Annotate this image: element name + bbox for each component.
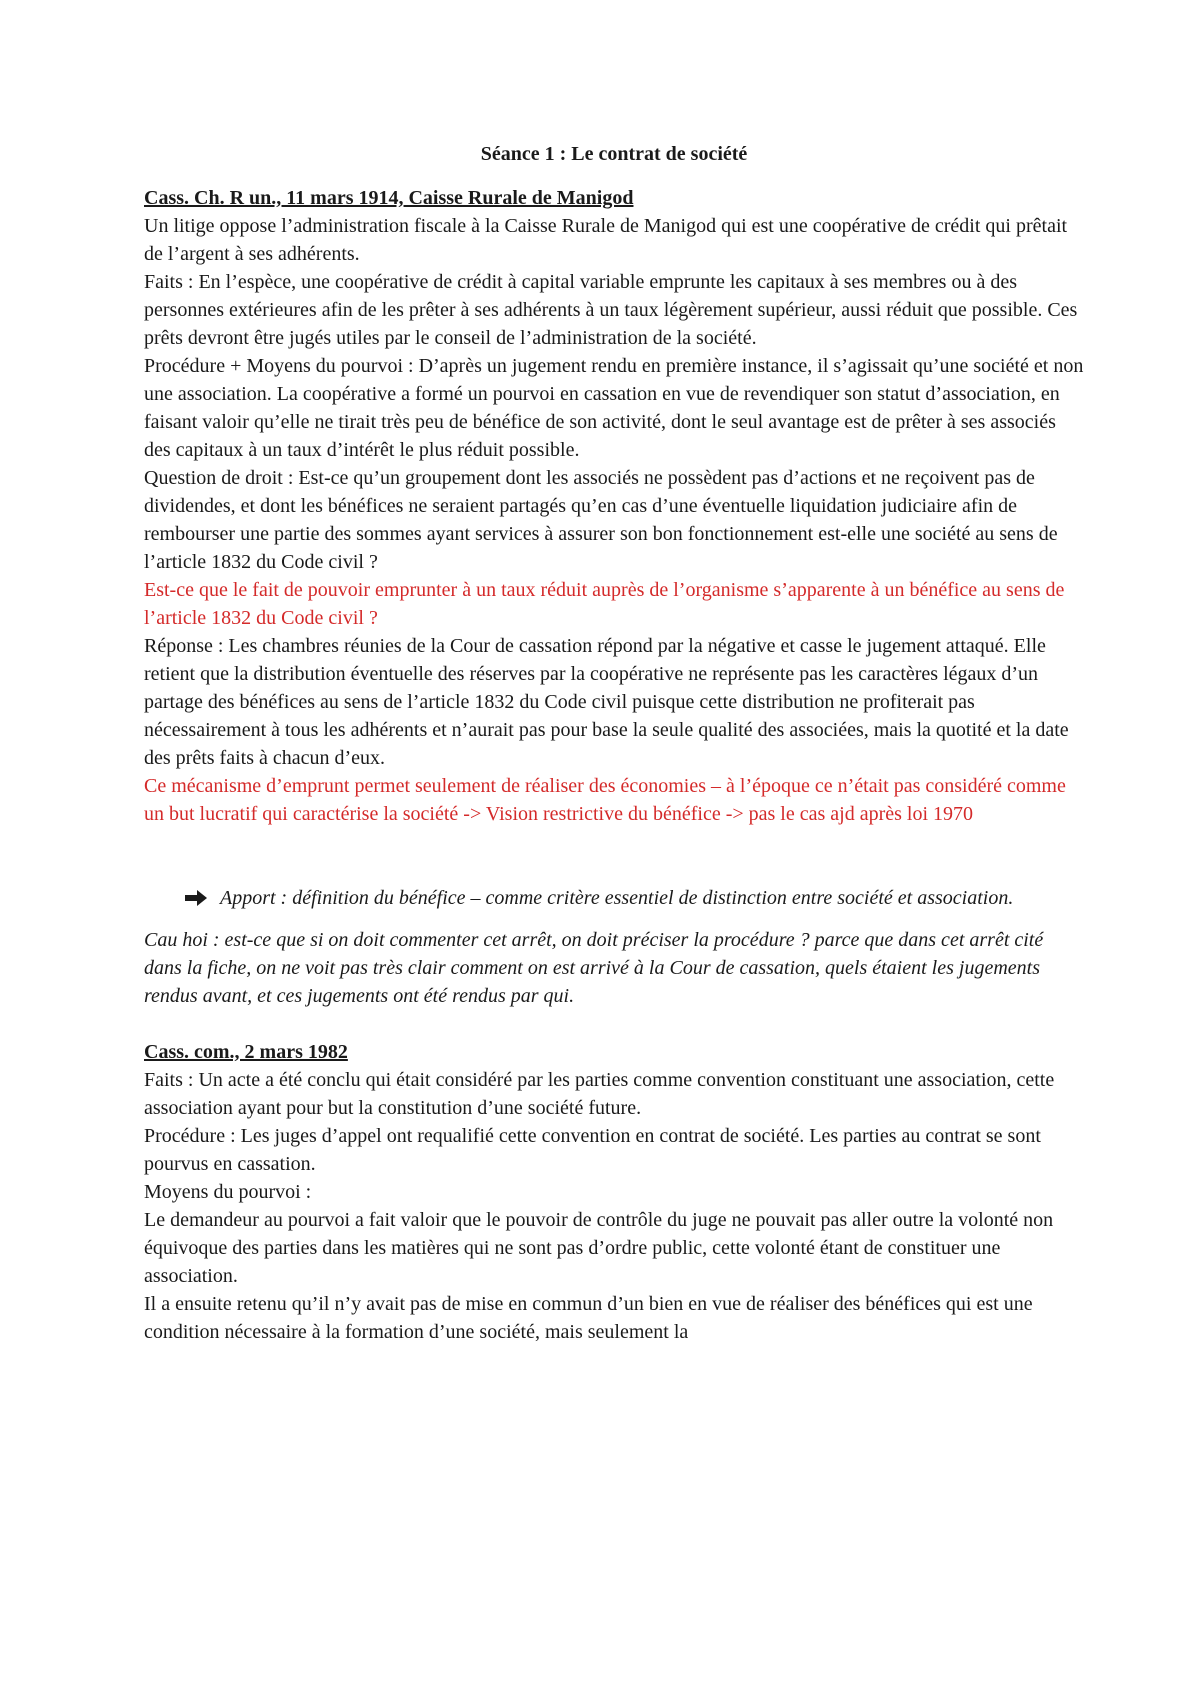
case1-question-annotation: Est-ce que le fait de pouvoir emprunter à un taux réduit auprès de l’organisme s’apparente à un bénéfice au sens de l’article 1832 du Code civil ? — [144, 579, 1065, 629]
case2-moyens-2: Il a ensuite retenu qu’il n’y avait pas de mise en commun d’un bien en vue de réaliser des bénéfices qui est une condition nécessaire à la formation d’une société, mais seulement la — [144, 1293, 1033, 1343]
spacer — [144, 912, 1084, 926]
case1-question: Question de droit : Est-ce qu’un groupement dont les associés ne possèdent pas d’actions et ne reçoivent pas de dividendes, et dont les bénéfices ne seraient partagés qu’en cas d’une éventuelle liquidation judiciaire afin de rembourser une partie des sommes ayant services à assurer son bon fonctionnement est-elle une société au sens de l’article 1832 du Code civil ? — [144, 467, 1058, 573]
case1-apport — [182, 884, 1084, 912]
case1-intro: Un litige oppose l’administration fiscale à la Caisse Rurale de Manigod qui est une coopérative de crédit qui prêtait de l’argent à ses adhérents. — [144, 215, 1068, 265]
spacer — [144, 1010, 1084, 1038]
case1-faits: Faits : En l’espèce, une coopérative de crédit à capital variable emprunte les capitaux à ses membres ou à des personnes extérieures afin de les prêter à ses adhérents à un taux légèrement supérieur, aussi réduit que possible. Ces prêts devront être jugés utiles par le conseil de l’administration de la société. — [144, 271, 1078, 349]
case1-apport-text: Apport : définition du bénéfice – comme critère essentiel de distinction entre société et association. — [220, 887, 1014, 909]
case1-procedure: Procédure + Moyens du pourvoi : D’après un jugement rendu en première instance, il s’agissait qu’une société et non une association. La coopérative a formé un pourvoi en cassation en vue de revendiquer son statut d’association, en faisant valoir qu’elle ne tirait très peu de bénéfice de son activité, dont le seul avantage est de prêter à ses associés des capitaux à un taux d’intérêt le plus réduit possible. — [144, 355, 1084, 461]
case2-heading: Cass. com., 2 mars 1982 — [144, 1041, 348, 1063]
case2-moyens-1: Le demandeur au pourvoi a fait valoir que le pouvoir de contrôle du juge ne pouvait pas aller outre la volonté non équivoque des parties dans les matières qui ne sont pas d’ordre public, cette volonté étant de constituer une association. — [144, 1209, 1054, 1287]
case1-reponse: Réponse : Les chambres réunies de la Cour de cassation répond par la négative et casse le jugement attaqué. Elle retient que la distribution éventuelle des réserves par la coopérative ne représente pas les caractères légaux d’un partage des bénéfices au sens de l’article 1832 du Code civil puisque cette distribution ne profiterait pas nécessairement à tous les adhérents et n’aurait pas pour base la seule qualité des associées, mais la quotité et la date des prêts faits à chacun d’eux. — [144, 635, 1069, 769]
document-content — [144, 140, 1084, 1346]
case1-question-note: Cau hoi : est-ce que si on doit commenter cet arrêt, on doit préciser la procédure ? parce que dans cet arrêt cité dans la fiche, on ne voit pas très clair comment on est arrivé à la Cour de cassation, quels étaient les jugements rendus avant, et ces jugements ont été rendus par qui. — [144, 929, 1044, 1007]
page-title: Séance 1 : Le contrat de société — [480, 143, 748, 165]
case2-moyens-label: Moyens du pourvoi : — [144, 1181, 312, 1203]
case2-procedure: Procédure : Les juges d’appel ont requalifié cette convention en contrat de société. Les parties au contrat se sont pourvus en cassation. — [144, 1125, 1041, 1175]
case1-reponse-annotation: Ce mécanisme d’emprunt permet seulement de réaliser des économies – à l’époque ce n’était pas considéré comme un but lucratif qui caractérise la société -> Vision restrictive du bénéfice -> pas le cas ajd après loi 1970 — [144, 775, 1066, 825]
case1-heading: Cass. Ch. R un., 11 mars 1914, Caisse Rurale de Manigod — [144, 187, 634, 209]
spacer — [144, 828, 1084, 884]
arrow-right-icon — [182, 886, 212, 910]
case2-faits: Faits : Un acte a été conclu qui était considéré par les parties comme convention constituant une association, cette association ayant pour but la constitution d’une société future. — [144, 1069, 1055, 1119]
